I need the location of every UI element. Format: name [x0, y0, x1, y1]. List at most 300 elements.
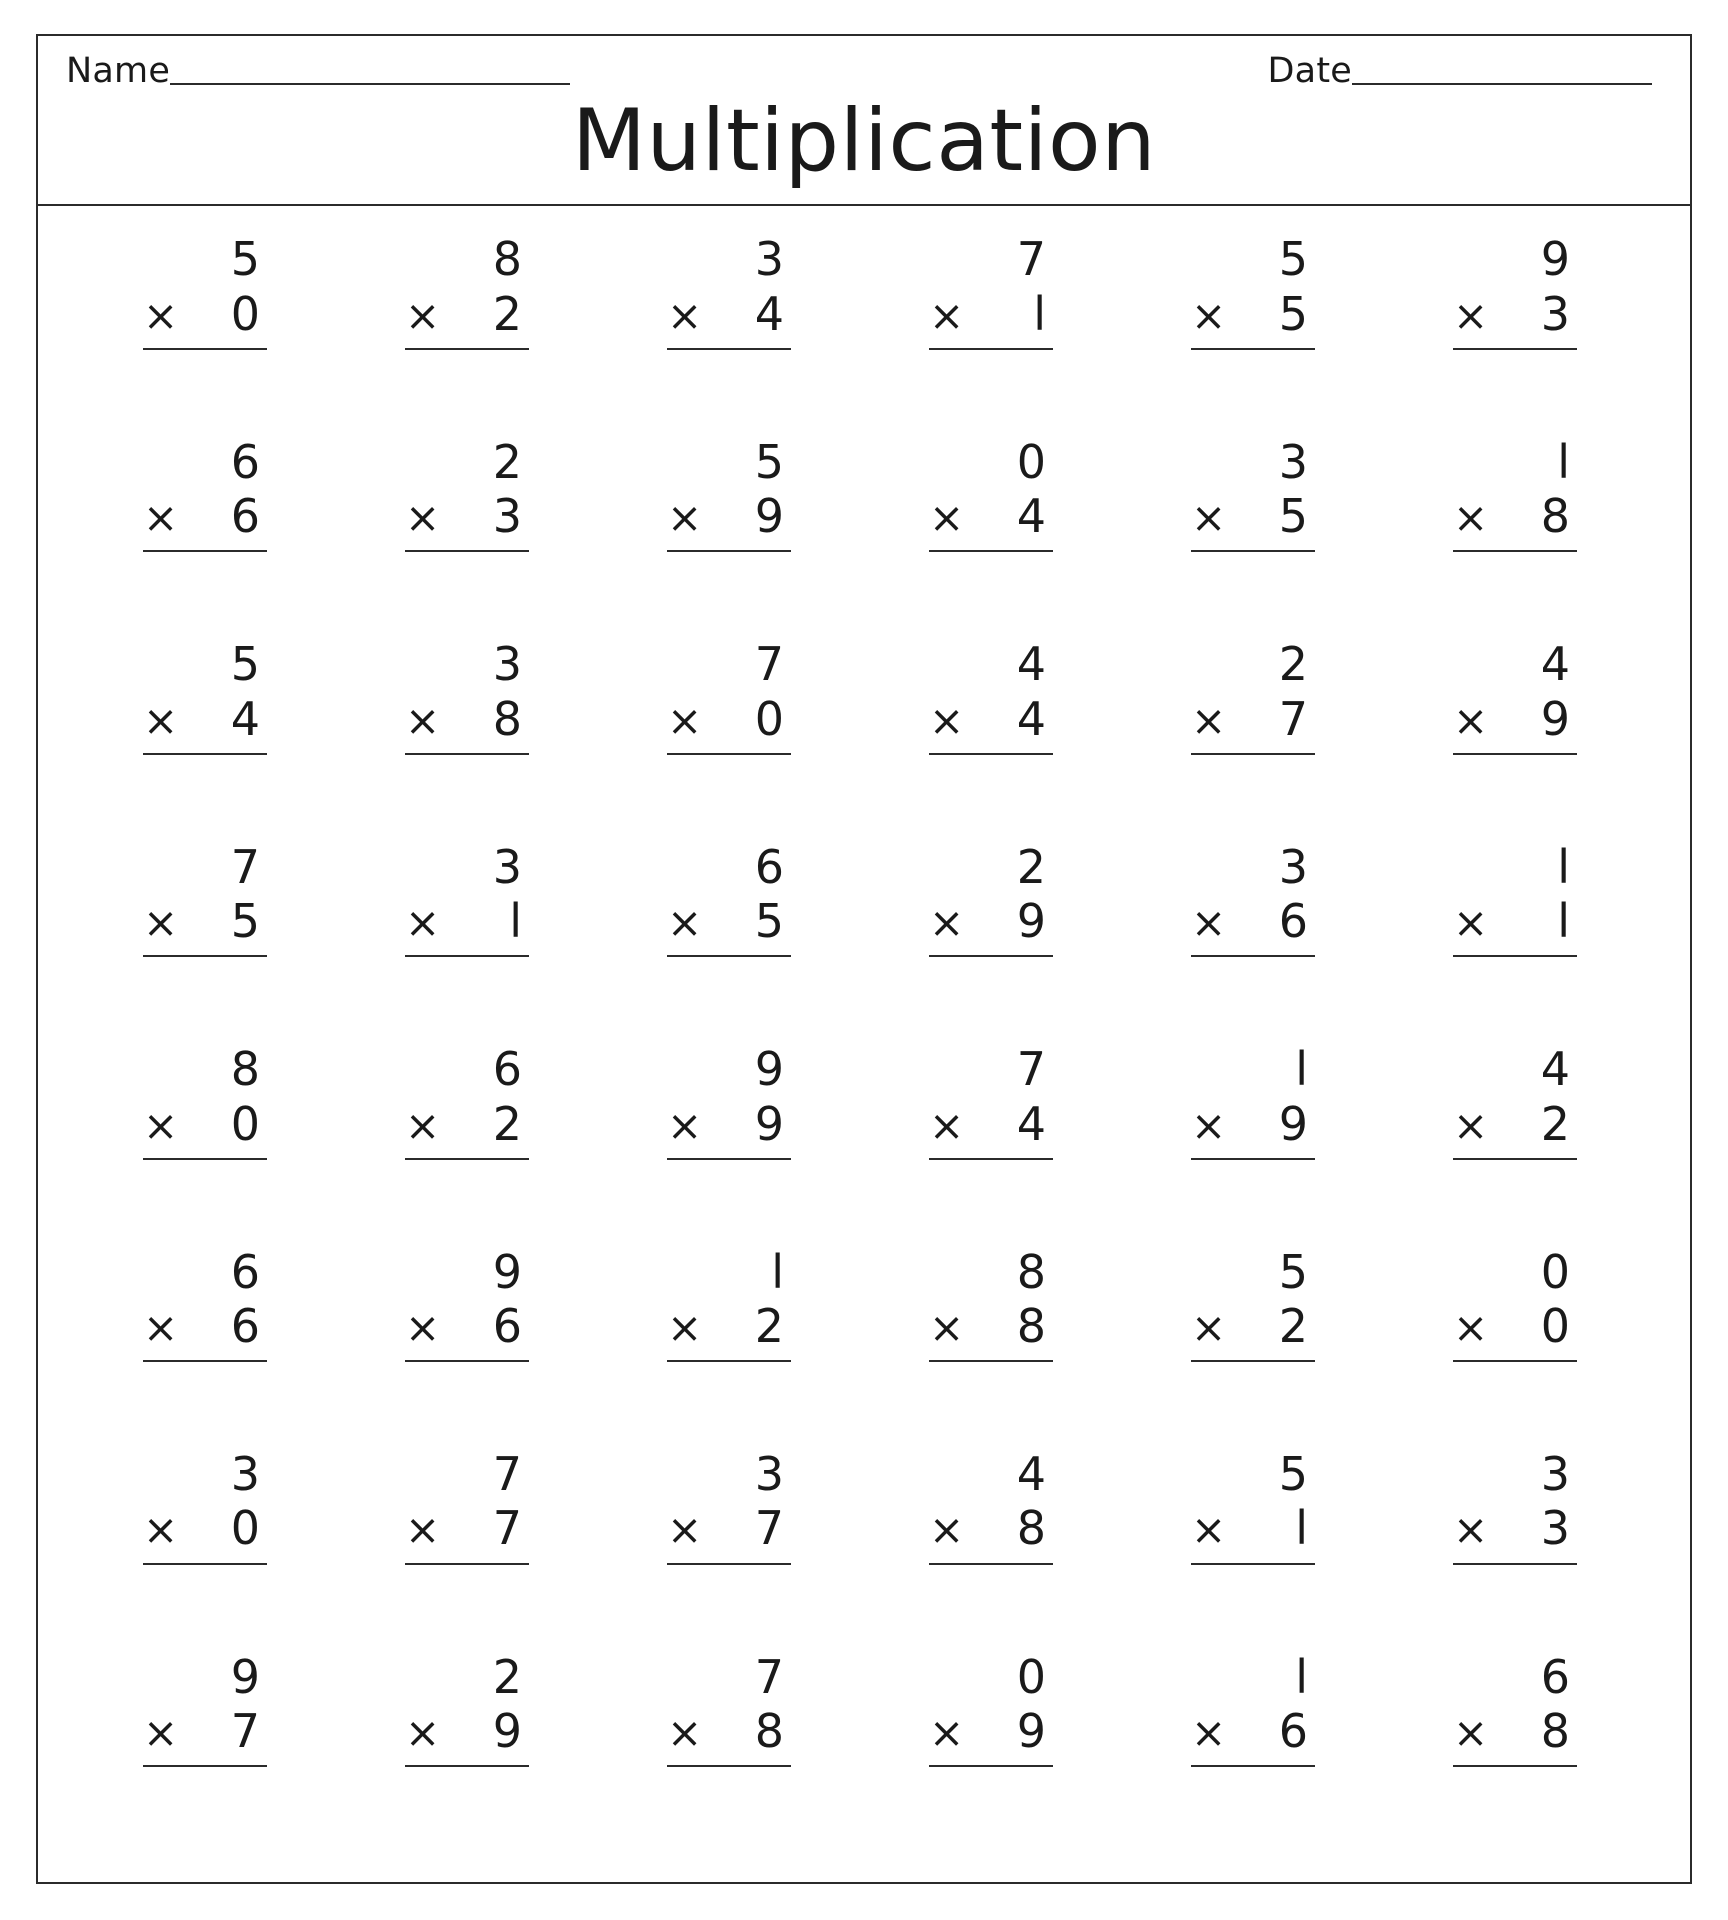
answer-line[interactable]	[1191, 347, 1315, 350]
multiply-icon: ×	[1453, 898, 1490, 948]
multiply-icon: ×	[667, 1505, 704, 1555]
operand-top: 5	[1278, 1244, 1309, 1299]
operand-top: 0	[1016, 434, 1047, 489]
multiply-icon: ×	[405, 898, 442, 948]
operand-bottom-row	[143, 1097, 275, 1151]
problem-body	[1453, 1042, 1585, 1160]
multiply-icon: ×	[1191, 898, 1228, 948]
operand-bottom: 9	[754, 489, 785, 544]
answer-line[interactable]	[1453, 347, 1577, 350]
operand-bottom-row	[143, 1299, 275, 1353]
problem-body	[1453, 1650, 1585, 1768]
operand-bottom: 6	[1278, 1703, 1309, 1758]
problem-item	[1126, 1245, 1388, 1447]
operand-bottom-row	[667, 1299, 799, 1353]
answer-line[interactable]	[667, 1359, 791, 1362]
multiply-icon: ×	[1453, 695, 1490, 745]
answer-line[interactable]	[405, 347, 529, 350]
answer-line[interactable]	[929, 954, 1053, 957]
problem-body	[143, 840, 275, 958]
problem-body	[405, 232, 537, 350]
problem-item	[602, 840, 864, 1042]
answer-line[interactable]	[667, 752, 791, 755]
answer-line[interactable]	[143, 1562, 267, 1565]
answer-line[interactable]	[1191, 1359, 1315, 1362]
operand-bottom-row	[1453, 489, 1585, 543]
operand-bottom: 4	[1016, 691, 1047, 746]
operand-bottom: 5	[1278, 489, 1309, 544]
operand-top: 2	[492, 1649, 523, 1704]
problem-item	[864, 232, 1126, 434]
answer-line[interactable]	[143, 549, 267, 552]
operand-bottom-row	[929, 1704, 1061, 1758]
problem-grid	[38, 206, 1690, 1882]
operand-top: 6	[230, 1244, 261, 1299]
problem-body	[405, 1447, 537, 1565]
operand-bottom-row	[667, 1097, 799, 1151]
name-date-row	[66, 51, 1662, 91]
operand-bottom: l	[1033, 286, 1047, 341]
operand-bottom-row	[143, 1501, 275, 1555]
operand-bottom: l	[1295, 1501, 1309, 1556]
problem-body	[929, 435, 1061, 553]
operand-bottom: 7	[1278, 691, 1309, 746]
problem-body	[143, 637, 275, 755]
answer-line[interactable]	[667, 1562, 791, 1565]
answer-line[interactable]	[667, 347, 791, 350]
multiply-icon: ×	[929, 290, 966, 340]
operand-bottom-row	[1191, 1299, 1323, 1353]
problem-item	[1388, 637, 1650, 839]
operand-top: 5	[230, 637, 261, 692]
problem-item	[78, 1650, 340, 1852]
operand-bottom: l	[509, 894, 523, 949]
operand-bottom-row	[667, 894, 799, 948]
answer-line[interactable]	[405, 1562, 529, 1565]
problem-item	[864, 840, 1126, 1042]
problem-item	[340, 637, 602, 839]
problem-item	[1388, 435, 1650, 637]
problem-body	[929, 1042, 1061, 1160]
problem-body	[1191, 637, 1323, 755]
operand-bottom-row	[929, 489, 1061, 543]
operand-top: 5	[1278, 1447, 1309, 1502]
problem-item	[78, 232, 340, 434]
page-title: Multiplication	[571, 91, 1157, 191]
operand-top: 7	[754, 1649, 785, 1704]
answer-line[interactable]	[143, 1359, 267, 1362]
answer-line[interactable]	[143, 1157, 267, 1160]
operand-bottom: 0	[754, 691, 785, 746]
operand-bottom-row	[405, 1704, 537, 1758]
multiply-icon: ×	[143, 1707, 180, 1757]
operand-top: 4	[1016, 1447, 1047, 1502]
answer-line[interactable]	[1191, 752, 1315, 755]
problem-body	[143, 1245, 275, 1363]
problem-item	[602, 1245, 864, 1447]
operand-bottom: 8	[754, 1703, 785, 1758]
multiply-icon: ×	[1453, 1302, 1490, 1352]
operand-bottom-row	[667, 1501, 799, 1555]
problem-item	[78, 1245, 340, 1447]
problem-body	[667, 232, 799, 350]
multiply-icon: ×	[143, 493, 180, 543]
operand-bottom: 0	[230, 1501, 261, 1556]
operand-top: 5	[1278, 232, 1309, 287]
multiply-icon: ×	[405, 1100, 442, 1150]
multiply-icon: ×	[1453, 1100, 1490, 1150]
answer-line[interactable]	[143, 752, 267, 755]
problem-item	[864, 1042, 1126, 1244]
multiply-icon: ×	[1453, 1707, 1490, 1757]
operand-bottom-row	[1191, 1501, 1323, 1555]
answer-line[interactable]	[929, 1764, 1053, 1767]
problem-item	[1388, 1650, 1650, 1852]
multiply-icon: ×	[143, 1100, 180, 1150]
operand-bottom-row	[1453, 1501, 1585, 1555]
problem-item	[78, 435, 340, 637]
multiply-icon: ×	[143, 1505, 180, 1555]
answer-line[interactable]	[929, 752, 1053, 755]
answer-line[interactable]	[929, 347, 1053, 350]
operand-top: 8	[230, 1042, 261, 1097]
problem-item	[340, 1650, 602, 1852]
problem-item	[78, 637, 340, 839]
operand-bottom: 2	[1540, 1096, 1571, 1151]
operand-top: 7	[754, 637, 785, 692]
operand-top: 2	[492, 434, 523, 489]
answer-line[interactable]	[405, 1157, 529, 1160]
multiply-icon: ×	[1191, 1302, 1228, 1352]
answer-line[interactable]	[143, 954, 267, 957]
answer-line[interactable]	[929, 1359, 1053, 1362]
operand-bottom: 5	[1278, 286, 1309, 341]
date-label: Date	[1267, 51, 1352, 91]
operand-bottom-row	[667, 1704, 799, 1758]
problem-body	[929, 232, 1061, 350]
problem-body	[929, 1245, 1061, 1363]
operand-top: 8	[1016, 1244, 1047, 1299]
problem-body	[667, 1042, 799, 1160]
answer-line[interactable]	[1453, 1764, 1577, 1767]
name-field[interactable]	[66, 51, 570, 91]
operand-bottom: l	[1557, 894, 1571, 949]
operand-bottom-row	[405, 489, 537, 543]
operand-bottom-row	[405, 1097, 537, 1151]
problem-body	[1453, 840, 1585, 958]
operand-bottom: 9	[1016, 894, 1047, 949]
operand-bottom: 5	[754, 894, 785, 949]
multiply-icon: ×	[405, 290, 442, 340]
problem-item	[340, 435, 602, 637]
operand-bottom: 8	[1540, 489, 1571, 544]
problem-item	[1126, 1650, 1388, 1852]
answer-line[interactable]	[1191, 549, 1315, 552]
problem-body	[1191, 232, 1323, 350]
problem-item	[340, 1245, 602, 1447]
problem-item	[864, 1447, 1126, 1649]
operand-bottom: 4	[230, 691, 261, 746]
operand-bottom: 0	[230, 286, 261, 341]
answer-line[interactable]	[1191, 1562, 1315, 1565]
answer-line[interactable]	[1453, 1562, 1577, 1565]
multiply-icon: ×	[1453, 1505, 1490, 1555]
operand-top: 3	[754, 1447, 785, 1502]
answer-line[interactable]	[1453, 1157, 1577, 1160]
problem-body	[1191, 435, 1323, 553]
answer-line[interactable]	[667, 954, 791, 957]
operand-bottom-row	[929, 1097, 1061, 1151]
problem-item	[78, 1447, 340, 1649]
multiply-icon: ×	[143, 290, 180, 340]
operand-bottom-row	[1453, 1299, 1585, 1353]
operand-top: 6	[492, 1042, 523, 1097]
multiply-icon: ×	[929, 1707, 966, 1757]
operand-top: 9	[230, 1649, 261, 1704]
operand-bottom-row	[405, 1501, 537, 1555]
multiply-icon: ×	[929, 1100, 966, 1150]
operand-top: 3	[1540, 1447, 1571, 1502]
problem-body	[405, 1650, 537, 1768]
problem-item	[864, 637, 1126, 839]
problem-item	[602, 637, 864, 839]
problem-item	[1126, 435, 1388, 637]
problem-item	[602, 435, 864, 637]
answer-line[interactable]	[143, 1764, 267, 1767]
operand-bottom: 3	[1540, 1501, 1571, 1556]
operand-top: 3	[1278, 434, 1309, 489]
operand-top: 7	[492, 1447, 523, 1502]
operand-top: 3	[492, 637, 523, 692]
problem-body	[929, 637, 1061, 755]
answer-line[interactable]	[1191, 1764, 1315, 1767]
problem-body	[667, 435, 799, 553]
problem-body	[1453, 637, 1585, 755]
operand-bottom-row	[929, 1299, 1061, 1353]
operand-bottom-row	[1453, 287, 1585, 341]
name-input-line[interactable]	[170, 82, 570, 85]
multiply-icon: ×	[667, 1707, 704, 1757]
operand-bottom: 4	[1016, 1096, 1047, 1151]
operand-bottom-row	[1191, 692, 1323, 746]
problem-item	[1126, 840, 1388, 1042]
problem-body	[667, 1447, 799, 1565]
answer-line[interactable]	[143, 347, 267, 350]
problem-body	[405, 637, 537, 755]
problem-body	[667, 1650, 799, 1768]
problem-body	[929, 1447, 1061, 1565]
problem-item	[864, 1245, 1126, 1447]
multiply-icon: ×	[929, 1302, 966, 1352]
multiply-icon: ×	[1191, 1505, 1228, 1555]
answer-line[interactable]	[667, 549, 791, 552]
operand-top: 4	[1540, 1042, 1571, 1097]
multiply-icon: ×	[929, 898, 966, 948]
problem-item	[602, 1447, 864, 1649]
answer-line[interactable]	[1453, 954, 1577, 957]
operand-bottom: 8	[1016, 1298, 1047, 1353]
problem-body	[143, 435, 275, 553]
operand-bottom-row	[1191, 1704, 1323, 1758]
operand-bottom: 3	[1540, 286, 1571, 341]
problem-item	[1126, 637, 1388, 839]
multiply-icon: ×	[1191, 290, 1228, 340]
problem-item	[78, 1042, 340, 1244]
operand-top: 3	[492, 839, 523, 894]
operand-bottom: 2	[492, 1096, 523, 1151]
multiply-icon: ×	[667, 695, 704, 745]
problem-body	[1191, 1447, 1323, 1565]
problem-body	[143, 1447, 275, 1565]
operand-top: 0	[1540, 1244, 1571, 1299]
answer-line[interactable]	[1453, 549, 1577, 552]
operand-bottom-row	[405, 692, 537, 746]
operand-top: 9	[754, 1042, 785, 1097]
problem-item	[1126, 232, 1388, 434]
problem-body	[667, 840, 799, 958]
operand-top: l	[1557, 839, 1571, 894]
operand-bottom-row	[143, 1704, 275, 1758]
worksheet-header	[38, 36, 1690, 206]
answer-line[interactable]	[929, 1157, 1053, 1160]
multiply-icon: ×	[667, 898, 704, 948]
operand-bottom: 9	[1278, 1096, 1309, 1151]
problem-body	[405, 1042, 537, 1160]
operand-bottom-row	[1453, 1704, 1585, 1758]
operand-bottom-row	[1191, 287, 1323, 341]
operand-bottom: 0	[1540, 1298, 1571, 1353]
multiply-icon: ×	[929, 695, 966, 745]
date-input-line[interactable]	[1352, 82, 1652, 85]
operand-top: 8	[492, 232, 523, 287]
answer-line[interactable]	[929, 549, 1053, 552]
problem-item	[1388, 840, 1650, 1042]
operand-bottom-row	[1453, 1097, 1585, 1151]
multiply-icon: ×	[1453, 290, 1490, 340]
problem-body	[405, 435, 537, 553]
answer-line[interactable]	[405, 549, 529, 552]
problem-body	[1453, 435, 1585, 553]
operand-top: 7	[1016, 1042, 1047, 1097]
problem-item	[1388, 232, 1650, 434]
worksheet-border	[36, 34, 1692, 1884]
answer-line[interactable]	[1453, 752, 1577, 755]
operand-top: 9	[1540, 232, 1571, 287]
problem-item	[602, 232, 864, 434]
operand-bottom-row	[405, 1299, 537, 1353]
answer-line[interactable]	[667, 1764, 791, 1767]
problem-item	[340, 232, 602, 434]
operand-bottom: 9	[754, 1096, 785, 1151]
operand-top: l	[1557, 434, 1571, 489]
operand-bottom-row	[1191, 1097, 1323, 1151]
operand-bottom-row	[1191, 894, 1323, 948]
multiply-icon: ×	[405, 1302, 442, 1352]
problem-body	[1453, 1447, 1585, 1565]
multiply-icon: ×	[143, 1302, 180, 1352]
problem-body	[1191, 1245, 1323, 1363]
answer-line[interactable]	[1453, 1359, 1577, 1362]
operand-bottom: 9	[1540, 691, 1571, 746]
operand-bottom: 7	[230, 1703, 261, 1758]
answer-line[interactable]	[1191, 954, 1315, 957]
problem-body	[143, 232, 275, 350]
operand-bottom: 4	[754, 286, 785, 341]
operand-top: 7	[1016, 232, 1047, 287]
operand-bottom: 2	[754, 1298, 785, 1353]
multiply-icon: ×	[1453, 493, 1490, 543]
problem-body	[1453, 1245, 1585, 1363]
problem-item	[1388, 1447, 1650, 1649]
multiply-icon: ×	[405, 695, 442, 745]
answer-line[interactable]	[405, 752, 529, 755]
operand-top: 4	[1016, 637, 1047, 692]
multiply-icon: ×	[143, 898, 180, 948]
name-label: Name	[66, 51, 171, 91]
operand-top: 3	[754, 232, 785, 287]
answer-line[interactable]	[405, 954, 529, 957]
multiply-icon: ×	[1191, 695, 1228, 745]
problem-body	[1191, 1650, 1323, 1768]
answer-line[interactable]	[1191, 1157, 1315, 1160]
operand-top: 3	[1278, 839, 1309, 894]
multiply-icon: ×	[405, 493, 442, 543]
date-field[interactable]	[1267, 51, 1652, 91]
operand-bottom: 8	[1016, 1501, 1047, 1556]
multiply-icon: ×	[405, 1707, 442, 1757]
operand-bottom: 5	[230, 894, 261, 949]
operand-bottom-row	[405, 287, 537, 341]
multiply-icon: ×	[143, 695, 180, 745]
operand-top: 9	[492, 1244, 523, 1299]
operand-bottom: 3	[492, 489, 523, 544]
operand-top: 4	[1540, 637, 1571, 692]
operand-top: 2	[1278, 637, 1309, 692]
answer-line[interactable]	[405, 1764, 529, 1767]
multiply-icon: ×	[667, 1100, 704, 1150]
multiply-icon: ×	[667, 493, 704, 543]
operand-top: l	[1295, 1649, 1309, 1704]
operand-top: 3	[230, 1447, 261, 1502]
operand-top: l	[771, 1244, 785, 1299]
problem-body	[143, 1650, 275, 1768]
operand-bottom-row	[143, 489, 275, 543]
problem-item	[340, 840, 602, 1042]
operand-bottom-row	[1453, 692, 1585, 746]
operand-top: l	[1295, 1042, 1309, 1097]
problem-body	[929, 1650, 1061, 1768]
multiply-icon: ×	[405, 1505, 442, 1555]
operand-top: 6	[230, 434, 261, 489]
operand-bottom: 8	[1540, 1703, 1571, 1758]
answer-line[interactable]	[667, 1157, 791, 1160]
problem-body	[1191, 840, 1323, 958]
multiply-icon: ×	[929, 1505, 966, 1555]
operand-bottom: 6	[230, 1298, 261, 1353]
problem-body	[929, 840, 1061, 958]
problem-body	[667, 637, 799, 755]
answer-line[interactable]	[929, 1562, 1053, 1565]
answer-line[interactable]	[405, 1359, 529, 1362]
problem-item	[1126, 1042, 1388, 1244]
operand-top: 5	[230, 232, 261, 287]
operand-bottom: 2	[492, 286, 523, 341]
operand-bottom-row	[143, 894, 275, 948]
problem-body	[667, 1245, 799, 1363]
operand-bottom: 9	[492, 1703, 523, 1758]
operand-bottom: 7	[754, 1501, 785, 1556]
operand-bottom: 6	[230, 489, 261, 544]
